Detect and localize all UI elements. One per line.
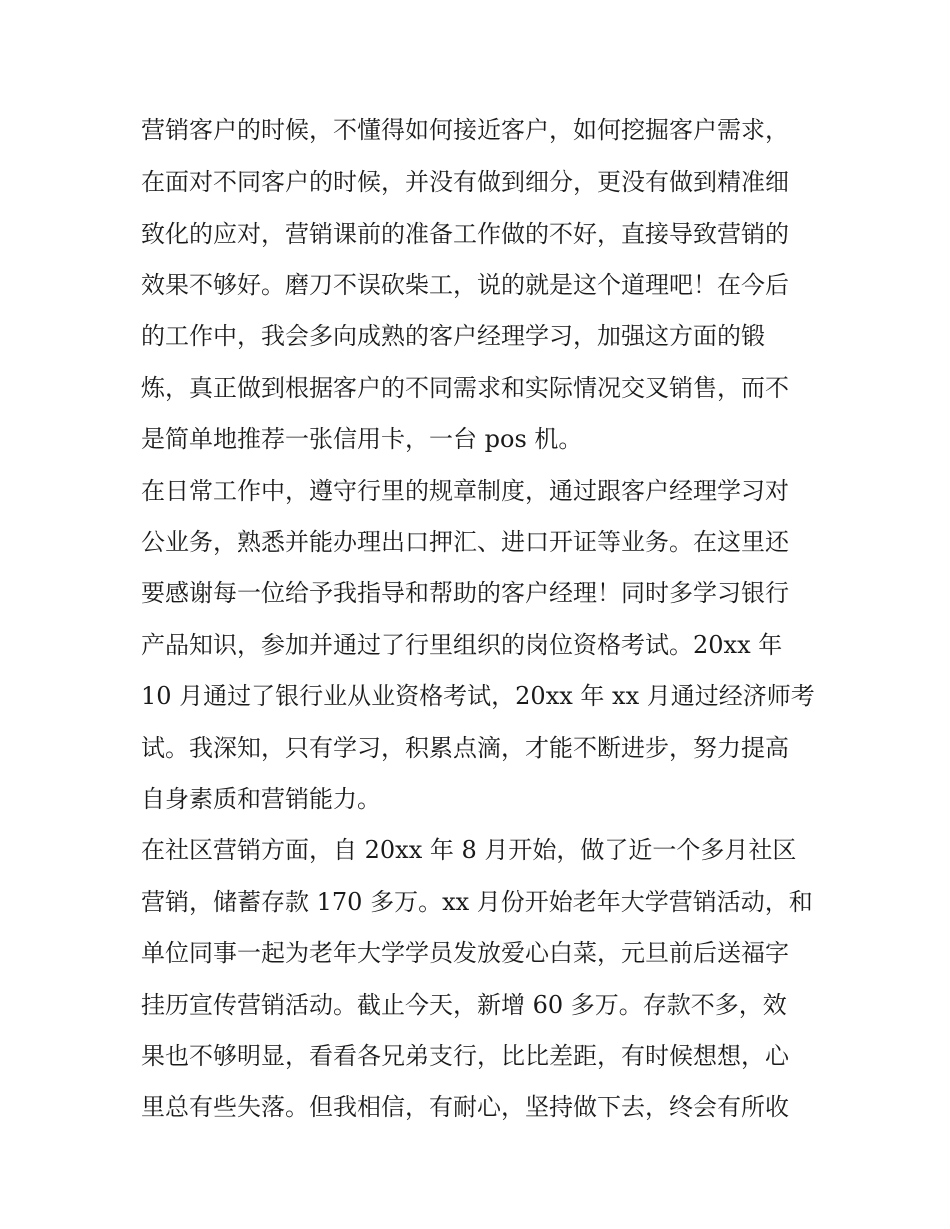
text-line: 要感谢每一位给予我指导和帮助的客户经理！同时多学习银行	[141, 579, 789, 607]
text-line: 营销，储蓄存款 170 多万。xx 月份开始老年大学营销活动，和	[141, 888, 813, 916]
text-line: 的工作中，我会多向成熟的客户经理学习，加强这方面的锻	[141, 322, 765, 350]
text-line: 产品知识，参加并通过了行里组织的岗位资格考试。20xx 年	[141, 631, 783, 659]
text-line: 效果不够好。磨刀不误砍柴工，说的就是这个道理吧！在今后	[141, 271, 789, 299]
text-line: 自身素质和营销能力。	[141, 785, 381, 813]
text-line: 致化的应对，营销课前的准备工作做的不好，直接导致营销的	[141, 220, 789, 248]
text-line: 是简单地推荐一张信用卡，一台 pos 机。	[141, 425, 583, 453]
text-line: 营销客户的时候，不懂得如何接近客户，如何挖掘客户需求，	[141, 116, 789, 144]
text-line: 在社区营销方面，自 20xx 年 8 月开始，做了近一个多月社区	[141, 836, 797, 864]
text-line: 在日常工作中，遵守行里的规章制度，通过跟客户经理学习对	[141, 477, 789, 505]
text-line: 挂历宣传营销活动。截止今天，新增 60 多万。存款不多，效	[141, 991, 787, 1019]
text-line: 10 月通过了银行业从业资格考试，20xx 年 xx 月通过经济师考	[141, 682, 815, 710]
text-line: 试。我深知，只有学习，积累点滴，才能不断进步，努力提高	[141, 734, 789, 762]
text-line: 里总有些失落。但我相信，有耐心，坚持做下去，终会有所收	[141, 1093, 789, 1121]
text-line: 炼，真正做到根据客户的不同需求和实际情况交叉销售，而不	[141, 374, 789, 402]
text-line: 公业务，熟悉并能办理出口押汇、进口开证等业务。在这里还	[141, 528, 789, 556]
text-line: 单位同事一起为老年大学学员发放爱心白菜，元旦前后送福字	[141, 939, 789, 967]
text-line: 在面对不同客户的时候，并没有做到细分，更没有做到精准细	[141, 168, 789, 196]
text-line: 果也不够明显，看看各兄弟支行，比比差距，有时候想想，心	[141, 1042, 789, 1070]
